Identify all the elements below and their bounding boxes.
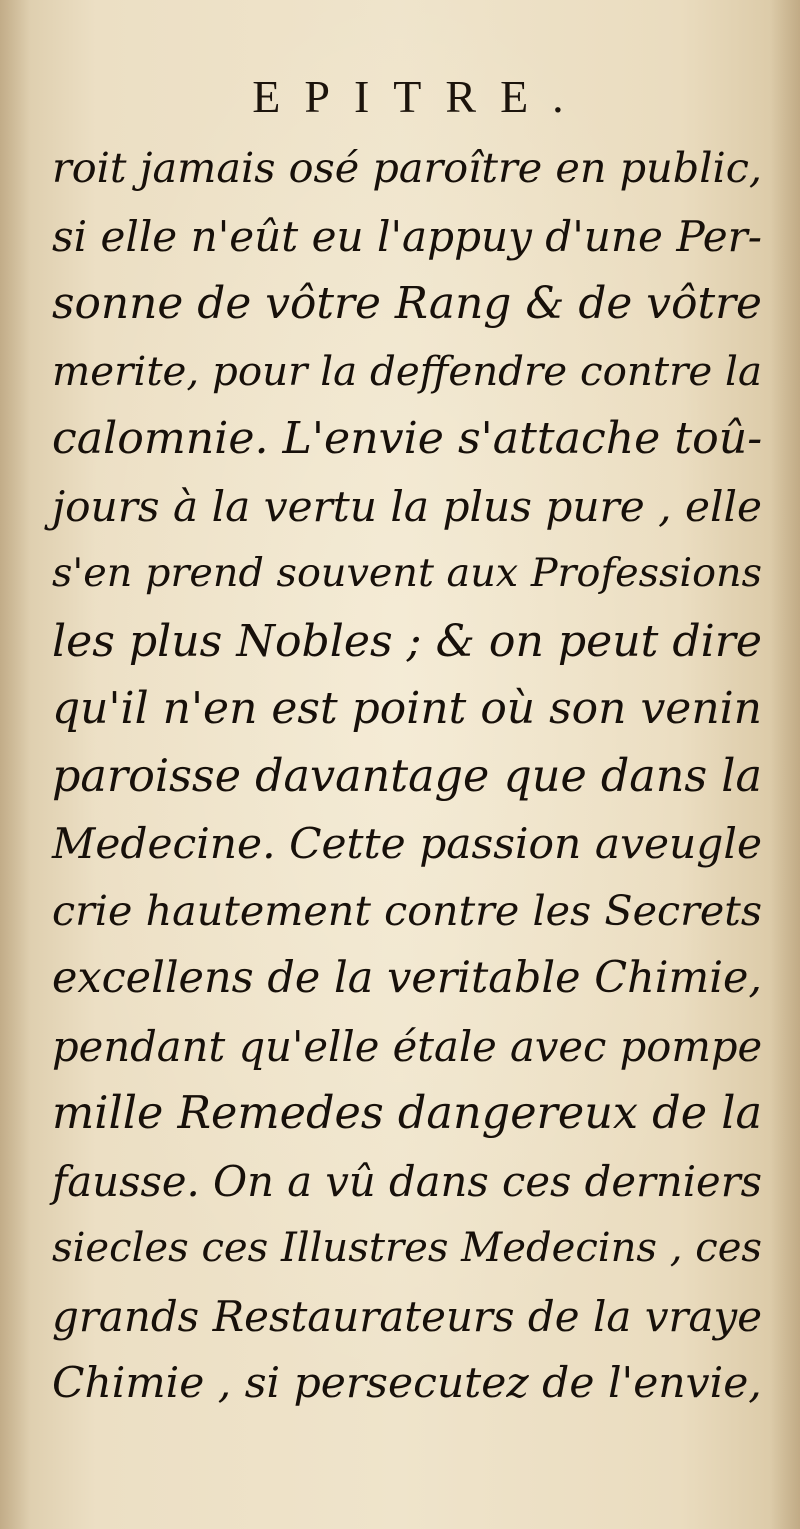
text-line: excellens de la veritable Chimie,	[52, 953, 762, 1003]
page-edge-shadow-right	[770, 0, 800, 1529]
text-line: roit jamais osé paroître en public,	[52, 144, 762, 192]
running-head: EPITRE.	[252, 71, 588, 122]
text-line: grands Restaurateurs de la vraye	[52, 1291, 762, 1341]
text-line: si elle n'eût eu l'appuy d'une Per-	[52, 211, 762, 261]
page-edge-shadow-left	[0, 0, 30, 1529]
text-line: mille Remedes dangereux de la	[52, 1087, 763, 1139]
text-line: qu'il n'en est point où son venin	[52, 683, 762, 734]
text-line: crie hautement contre les Secrets	[52, 886, 762, 935]
text-line: fausse. On a vû dans ces derniers	[52, 1156, 762, 1206]
text-line: Medecine. Cette passion aveugle	[52, 819, 762, 868]
text-line: pendant qu'elle étale avec pompe	[52, 1021, 763, 1071]
text-line: s'en prend souvent aux Professions	[52, 550, 763, 596]
text-line: jours à la vertu la plus pure , elle	[52, 481, 763, 531]
text-line: merite, pour la deffendre contre la	[52, 347, 763, 395]
text-line: sonne de vôtre Rang & de vôtre	[52, 278, 762, 329]
text-line: les plus Nobles ; & on peut dire	[52, 615, 762, 667]
text-line: Chimie , si persecutez de l'envie,	[52, 1359, 762, 1408]
text-line: calomnie. L'envie s'attache toû-	[52, 413, 763, 464]
text-line: paroisse davantage que dans la	[52, 750, 762, 802]
text-line: siecles ces Illustres Medecins , ces	[52, 1225, 762, 1271]
body-text	[52, 135, 762, 1418]
